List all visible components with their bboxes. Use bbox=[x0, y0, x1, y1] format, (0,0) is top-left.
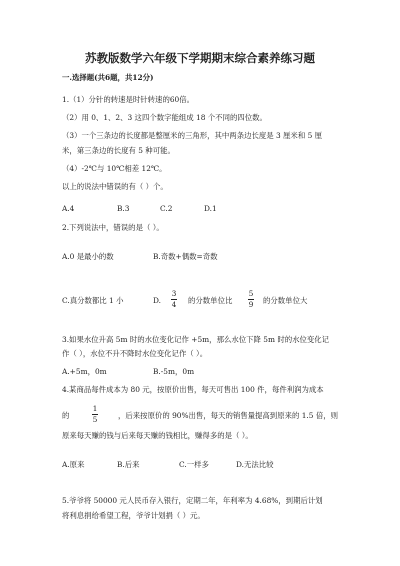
q4-stem: 4.某商品每件成本为 80 元，按原价出售，每天可售出 100 件，每件利润为成本 bbox=[62, 385, 324, 394]
q1-option-c: C.2 bbox=[160, 204, 173, 213]
q2-option-b: B.奇数+偶数=奇数 bbox=[153, 252, 218, 261]
q2-option-d-label: D. bbox=[153, 296, 162, 305]
q1-statement-4: （4）-2℃与 10℃相差 12℃。 bbox=[62, 164, 167, 173]
q2-option-a: A.0 是最小的数 bbox=[62, 252, 114, 261]
q3-stem: 3.如果水位升高 5m 时的水位变化记作 +5m，那么水位下降 5m 时的水位变化记 bbox=[62, 335, 330, 344]
q3-option-a: A.+5m，0m bbox=[62, 367, 107, 376]
q1-statement-3-cont: 米，第三条边的长度有 5 种可能。 bbox=[62, 146, 175, 155]
q4-option-b: B.后来 bbox=[117, 460, 140, 469]
fraction-denominator: 9 bbox=[248, 300, 254, 309]
q2-stem: 2.下列说法中，错误的是（ ）。 bbox=[62, 223, 164, 232]
fraction-numerator: 1 bbox=[92, 404, 98, 413]
q1-question: 以上的说法中错误的有（ ）个。 bbox=[62, 182, 168, 191]
fraction-denominator: 5 bbox=[92, 415, 98, 424]
q4-option-c: C.一样多 bbox=[179, 460, 209, 469]
fraction-numerator: 3 bbox=[171, 289, 177, 298]
q5-stem: 5.爷爷将 50000 元人民币存入银行，定期二年，年利率为 4.68%，到期后计划 bbox=[62, 496, 323, 505]
page-title: 苏教版数学六年级下学期期末综合素养练习题 bbox=[85, 51, 315, 65]
q4-option-d: D.无法比较 bbox=[236, 460, 274, 469]
q3-option-b: B.-5m，0m bbox=[153, 367, 195, 376]
q2-option-d-text-end: 的分数单位大 bbox=[263, 296, 308, 305]
q1-option-b: B.3 bbox=[117, 204, 130, 213]
q1-statement-3: （3）一个三条边的长度都是整厘米的三角形，其中两条边长度是 3 厘米和 5 厘 bbox=[62, 131, 323, 140]
q2-option-d-text: 的分数单位比 bbox=[188, 296, 233, 305]
q4-line2-prefix: 的 bbox=[62, 411, 70, 420]
section-heading: 一.选择题(共6题，共12分) bbox=[62, 73, 154, 82]
fraction-numerator: 5 bbox=[248, 289, 254, 298]
q4-option-a: A.原来 bbox=[62, 460, 85, 469]
q2-option-c: C.真分数都比 1 小 bbox=[62, 296, 124, 305]
q1-statement-1: 1.（1）分针的转速是时针转速的60倍。 bbox=[62, 95, 195, 104]
q3-stem-cont: 作（ ），水位不升不降时水位变化记作（ ）。 bbox=[62, 349, 208, 358]
q4-fraction-1-5 bbox=[92, 405, 98, 424]
q1-option-d: D.1 bbox=[204, 204, 217, 213]
q2-fraction-3-4 bbox=[171, 290, 177, 309]
q1-option-a: A.4 bbox=[62, 204, 75, 213]
q4-line3: 原来每天赚的钱与后来每天赚的钱相比，赚得多的是（ ）。 bbox=[62, 431, 253, 440]
q4-line2: ，后来按原价的 90%出售，每天的销售量提高到原来的 1.5 倍，则 bbox=[118, 411, 338, 420]
q5-stem-cont: 将利息捐给希望工程，爷爷计划捐（ ）元。 bbox=[62, 511, 205, 520]
fraction-denominator: 4 bbox=[171, 300, 177, 309]
q1-statement-2: （2）用 0、1、2、3 这四个数字能组成 18 个不同的四位数。 bbox=[62, 113, 267, 122]
q2-fraction-5-9 bbox=[248, 290, 254, 309]
